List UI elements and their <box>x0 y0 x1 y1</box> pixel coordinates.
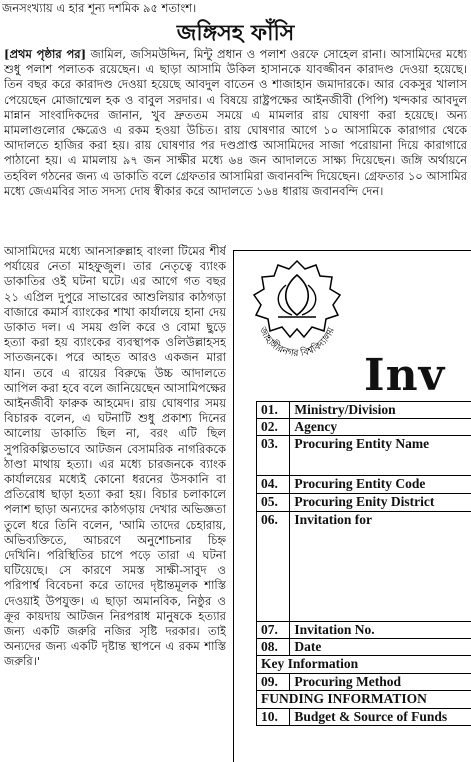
form-row-procuring-entity-name <box>257 436 471 476</box>
invitation-notice <box>233 250 471 762</box>
form-row-agency <box>257 419 471 436</box>
form-row-invitation-no <box>257 622 471 639</box>
row-label: Procuring Entity Code <box>290 476 471 494</box>
row-number: 06. <box>257 512 290 622</box>
article-lead-paragraph <box>4 47 467 241</box>
row-label: Procuring Enity District <box>290 494 471 512</box>
form-section-funding-information <box>257 691 471 709</box>
form-section-key-information <box>257 656 471 674</box>
row-number: 05. <box>257 494 290 512</box>
row-label: Invitation No. <box>290 622 471 639</box>
row-label: Procuring Entity Name <box>290 436 471 476</box>
section-heading: Key Information <box>257 656 471 674</box>
row-number: 10. <box>257 709 290 726</box>
row-label: Date <box>290 639 471 656</box>
row-number: 04. <box>257 476 290 494</box>
form-row-date <box>257 639 471 656</box>
invitation-form-table <box>256 401 471 726</box>
university-name-arc: জাহাঙ্গীরনগর বিশ্ববিদ্যালয় <box>256 325 338 360</box>
previous-article-end-line: জনসংখ্যায় এ হার শূন্য দশমিক ৯৫ শতাংশ। <box>2 1 197 15</box>
row-label: Budget & Source of Funds <box>290 709 471 726</box>
row-label: Invitation for <box>290 512 471 622</box>
row-number: 07. <box>257 622 290 639</box>
article-column-text: আসামিদের মধ্যে আনসারুল্লাহ বাংলা টিমের শীর্ষ পর্যায়ের নেতা মাহফুজুল। তার নেতৃত্বে ব্যাংক ডাকাতির ওই ঘটনা ঘটে। এর আগে গত বছর ২১ এপ্রিল দুপুরে সাভারের আশুলিয়ার কাঠগড়া বাজারে কমার্স ব্যাংকের শাখা কার্যালয়ে হানা দেয় ডাকাত দল। এ সময় গুলি করে ও বোমা ছুড়ে হত্যা করা হয় ব্যাংকের ব্যবস্থাপক ওলিউল্লাহসহ সাতজনকে। পরে আহত আরও একজন মারা যান। তবে এ রায়ের বিরুদ্ধে উচ্চ আদালতে আপিল করা হবে বলে জানিয়েছেন আসামিপক্ষের আইনজীবী ফারুক আহমেদ। রায় ঘোষণার সময় বিচারক বলেন, এ ঘটনাটি শুধু প্রকাশ্য দিনের আলোয় ডাকাতি ছিল না, বরং এটি ছিল সুপরিকল্পিতভাবে আটজন বেসামরিক নাগরিককে ঠাণ্ডা মাথায় হত্যা। এর মধ্যে চারজনকে ব্যাংক কার্যালয়ের মধ্যেই কোনো ধরনের উসকানি বা প্রতিরোধ ছাড়া হত্যা করা হয়। বিচার চলাকালে পলাশ ছাড়া অন্যদের কাঠগড়ায় দেখার অভিজ্ঞতা তুলে ধরে তিনি বলেন, 'আমি তাদের চেহারায়, অভিব্যক্তিতে, আচরণে অনুশোচনার চিহ্ন দেখিনি। পরিস্থিতির চাপে পড়ে তারা এ ঘটনা ঘটিয়েছে। সে কারণে সমস্ত সাক্ষী-সাবুদ ও পরিপার্শ্ব বিবেচনা করে তাদের দৃষ্টান্তমূলক শাস্তি দেওয়াই উপযুক্ত। এ ছাড়া অমানবিক, নিষ্ঠুর ও ক্রূর কায়দায় আটজন নিরপরাধ মানুষকে হত্যার জন্য একটি জরুরি নজির সৃষ্টি দরকার। তাই অন্যদের জন্য একটি দৃষ্টান্ত স্থাপনে এ রকম শাস্তি জরুরি।' <box>4 244 226 669</box>
row-number: 09. <box>257 674 290 691</box>
row-label: Ministry/Division <box>290 402 471 419</box>
form-row-procuring-entity-district <box>257 494 471 512</box>
row-label: Agency <box>290 419 471 436</box>
row-number: 01. <box>257 402 290 419</box>
form-row-procuring-method <box>257 674 471 691</box>
form-row-budget-source <box>257 709 471 726</box>
invitation-title: Inv <box>364 350 446 401</box>
university-logo <box>248 257 346 367</box>
article-headline: জঙ্গিসহ ফাঁসি <box>176 20 295 46</box>
section-heading: FUNDING INFORMATION <box>257 691 471 709</box>
lead-paragraph-text: জামিল, জসিমউদ্দিন, মিন্টু প্রধান ও পলাশ ওরফে সোহেল রানা। আসামিদের মধ্যে শুধু পলাশ পলাতক রয়েছেন। এ ছাড়া আসামি উকিল হাসানকে যাবজ্জীবন কারাদণ্ড দেওয়া হয়েছে। তিন বছর করে কারাদণ্ড দেওয়া হয়েছে আবদুল বাতেন ও শাজাহান জমাদারকে। আর বেকসুর খালাস পেয়েছেন মোজাম্মেল হক ও বাবুল সরদার। এ বিষয়ে রাষ্ট্রপক্ষের আইনজীবী (পিপি) খন্দকার আবদুল মান্নান সাংবাদিকদের জানান, খুব দ্রুততম সময়ে এ মামলার রায় ঘোষণা করা হয়েছে। অন্য মামলাগুলোর ক্ষেত্রেও এ রকম হওয়া উচিত। রায় ঘোষণার আগে ১০ আসামিকে কারাগার থেকে আদালতে হাজির করা হয়। রায় ঘোষণার পর দণ্ডপ্রাপ্ত আসামিদের সাজা পরোয়ানা দিয়ে কারাগারে পাঠানো হয়। এ মামলায় ৯৭ জন সাক্ষীর মধ্যে ৬৪ জন আদালতে সাক্ষ্য দিয়েছেন। জঙ্গি অর্থায়নে তহবিল গঠনের জন্য এ ডাকাতি বলে গ্রেফতার আসামিরা জবানবন্দি দিয়েছেন। গ্রেফতার ১০ আসামির মধ্যে জেএমবির সাত সদস্য দোষ স্বীকার করে আদালতে ১৬৪ ধারায় জবানবন্দি দেন। <box>4 47 467 198</box>
row-number: 02. <box>257 419 290 436</box>
continuation-tag: [প্রথম পৃষ্ঠার পর] <box>4 47 87 61</box>
form-row-invitation-for <box>257 512 471 622</box>
row-number: 08. <box>257 639 290 656</box>
university-logo-icon <box>248 257 346 367</box>
form-row-ministry <box>257 402 471 419</box>
form-row-procuring-entity-code <box>257 476 471 494</box>
row-label: Procuring Method <box>290 674 471 691</box>
row-number: 03. <box>257 436 290 476</box>
